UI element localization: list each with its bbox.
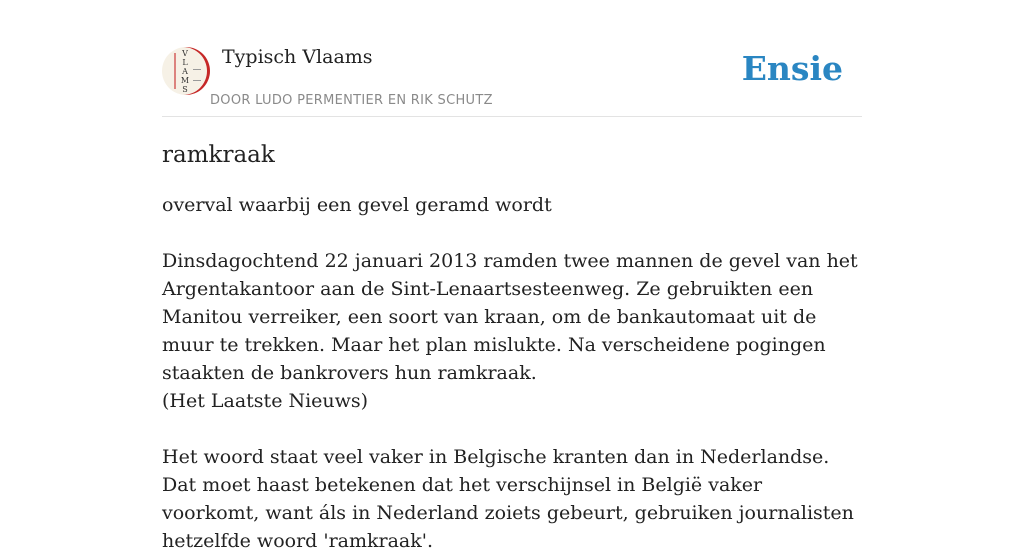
- logo-lines: [193, 69, 201, 81]
- entry-body: Het woord staat veel vaker in Belgische kranten dan in Nederlandse. Dat moet haast betekenen dat het verschijnsel in België vaker voorkomt, want áls in Nederland zoiets gebeurt, gebruiken journalisten hetzelfde woord 'ramkraak'.: [162, 446, 854, 552]
- example-source: (Het Laatste Nieuws): [162, 390, 369, 412]
- entry-definition: overval waarbij een gevel geramd wordt: [162, 194, 552, 216]
- entry-content: [162, 140, 864, 555]
- example-quote: Dinsdagochtend 22 januari 2013 ramden twee mannen de gevel van het Argentakantoor aan de Sint-Lenaartsesteenweg. Ze gebruikten een Manitou verreiker, een soort van kraan, om de bankautomaat uit de muur te trekken. Maar het plan mislukte. Na verscheidene pogingen staakten de bankrovers hun ramkraak.: [162, 250, 858, 384]
- brand-logo[interactable]: Ensie: [741, 49, 843, 88]
- site-header: [162, 44, 862, 117]
- entry-example: [162, 247, 864, 415]
- blog-title[interactable]: Typisch Vlaams: [222, 46, 373, 68]
- blog-logo-icon[interactable]: [162, 47, 210, 95]
- author-byline: DOOR LUDO PERMENTIER EN RIK SCHUTZ: [210, 93, 493, 108]
- logo-letters: V L A M S: [180, 49, 190, 94]
- entry-title: ramkraak: [162, 142, 275, 168]
- logo-stripe: [174, 53, 176, 89]
